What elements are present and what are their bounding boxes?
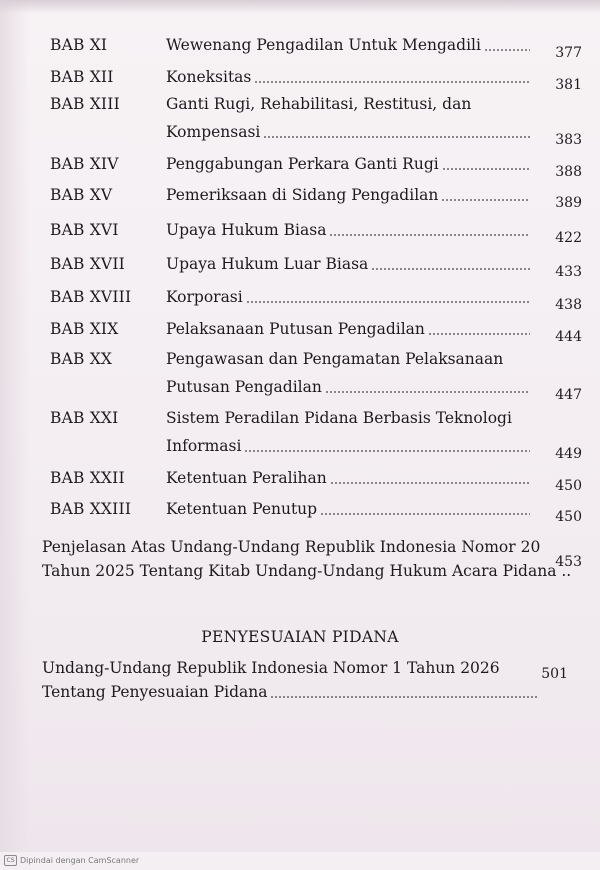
toc-title-line: [166, 33, 534, 57]
toc-title-text: Ganti Rugi, Rehabilitasi, Restitusi, dan: [166, 95, 472, 113]
explanation-page-number: 453: [555, 554, 582, 570]
toc-entry: [0, 252, 600, 280]
dot-leader: [442, 168, 530, 170]
toc-page-number: 383: [555, 132, 582, 148]
toc-chapter-number: BAB XV: [50, 186, 113, 204]
toc-title-text: Pelaksanaan Putusan Pengadilan: [166, 320, 425, 338]
toc-page-number: 433: [555, 264, 582, 280]
toc-title-line: [166, 183, 534, 207]
toc-title-text: Upaya Hukum Biasa: [166, 221, 327, 239]
toc-chapter-number: BAB XVIII: [50, 288, 132, 306]
toc-page-number: 447: [555, 387, 582, 403]
section-page-number: 501: [541, 666, 568, 682]
toc-entry: [0, 183, 600, 211]
toc-chapter-number: BAB XVII: [50, 255, 125, 273]
toc-entry: [0, 497, 600, 525]
toc-title-text: Penggabungan Perkara Ganti Rugi: [166, 155, 439, 173]
toc-title-line: [166, 285, 534, 309]
dot-leader: [270, 696, 538, 698]
scanner-text: Dipindai dengan CamScanner: [20, 856, 140, 865]
toc-chapter-number: BAB XX: [50, 350, 113, 368]
toc-title-text: Sistem Peradilan Pidana Berbasis Teknologi: [166, 409, 512, 427]
toc-title-text: Putusan Pengadilan: [166, 378, 322, 396]
dot-leader: [441, 199, 530, 201]
toc-entry: [0, 218, 600, 246]
toc-title-text: Pengawasan dan Pengamatan Pelaksanaan: [166, 350, 504, 368]
toc-title-text: Koneksitas: [166, 68, 252, 86]
toc-title-line: [166, 92, 534, 116]
dot-leader: [325, 391, 530, 393]
camscanner-logo-icon: CS: [4, 855, 17, 866]
page-top-shadow: [0, 0, 600, 14]
toc-title-line: [166, 466, 534, 490]
toc-title-line: [166, 120, 534, 144]
dot-leader: [246, 301, 530, 303]
toc-chapter-number: BAB XIV: [50, 155, 119, 173]
toc-title-line: [166, 406, 534, 430]
toc-chapter-number: BAB XXII: [50, 469, 125, 487]
section-entry: [42, 656, 582, 706]
toc-page-number: 422: [555, 230, 582, 246]
toc-page-number: 450: [555, 509, 582, 525]
toc-chapter-number: BAB XII: [50, 68, 114, 86]
toc-title-line: [166, 252, 534, 276]
toc-chapter-number: BAB XVI: [50, 221, 119, 239]
toc-title-line: [166, 65, 534, 89]
toc-page-number: 377: [555, 45, 582, 61]
toc-title-line: [166, 375, 534, 399]
toc-title-text: Ketentuan Peralihan: [166, 469, 327, 487]
toc-title-text: Wewenang Pengadilan Untuk Mengadili: [166, 36, 481, 54]
section-heading: PENYESUAIAN PIDANA: [201, 628, 399, 646]
toc-title-text: Ketentuan Penutup: [166, 500, 318, 518]
toc-page-number: 450: [555, 478, 582, 494]
toc-entry: [0, 65, 600, 93]
dot-leader: [329, 234, 530, 236]
dot-leader: [330, 482, 530, 484]
toc-title-text: Korporasi: [166, 288, 243, 306]
dot-leader: [371, 268, 530, 270]
toc-title-text: Informasi: [166, 437, 242, 455]
toc-page-number: 438: [555, 297, 582, 313]
toc-title-line: [166, 434, 534, 458]
toc-chapter-number: BAB XXI: [50, 409, 119, 427]
toc-title-line: [166, 218, 534, 242]
toc-title-line: [166, 152, 534, 176]
toc-title-line: [166, 497, 534, 521]
explanation-line-2: Tahun 2025 Tentang Kitab Undang-Undang Hukum Acara Pidana ..: [42, 562, 572, 580]
toc-chapter-number: BAB XIX: [50, 320, 119, 338]
toc-entry: [0, 317, 600, 345]
dot-leader: [484, 49, 530, 51]
toc-title-text: Upaya Hukum Luar Biasa: [166, 255, 369, 273]
toc-page-number: 388: [555, 164, 582, 180]
toc-entry: [0, 33, 600, 61]
dot-leader: [320, 513, 530, 515]
section-line-1: Undang-Undang Republik Indonesia Nomor 1 Tahun 2026: [42, 659, 500, 677]
toc-entry: [0, 285, 600, 313]
toc-entry: [0, 466, 600, 494]
toc-chapter-number: BAB XIII: [50, 95, 120, 113]
toc-title-text: Pemeriksaan di Sidang Pengadilan: [166, 186, 439, 204]
toc-chapter-number: BAB XXIII: [50, 500, 132, 518]
dot-leader: [244, 450, 530, 452]
toc-chapter-number: BAB XI: [50, 36, 108, 54]
toc-page-number: 444: [555, 329, 582, 345]
toc-title-line: [166, 347, 534, 371]
dot-leader: [254, 81, 530, 83]
toc-entry: [0, 406, 600, 462]
dot-leader: [263, 136, 530, 138]
toc-page-number: 449: [555, 446, 582, 462]
explanation-line-1: Penjelasan Atas Undang-Undang Republik Indonesia Nomor 20: [42, 538, 541, 556]
dot-leader: [428, 333, 530, 335]
toc-entry: [0, 92, 600, 148]
section-line-2: Tentang Penyesuaian Pidana: [42, 680, 542, 704]
toc-page-number: 381: [555, 77, 582, 93]
toc-entry: [0, 347, 600, 403]
toc-title-text: Kompensasi: [166, 123, 261, 141]
toc-title-line: [166, 317, 534, 341]
scanner-watermark: [4, 855, 139, 866]
toc-entry: [0, 152, 600, 180]
explanation-entry: [42, 535, 582, 585]
toc-page-number: 389: [555, 195, 582, 211]
